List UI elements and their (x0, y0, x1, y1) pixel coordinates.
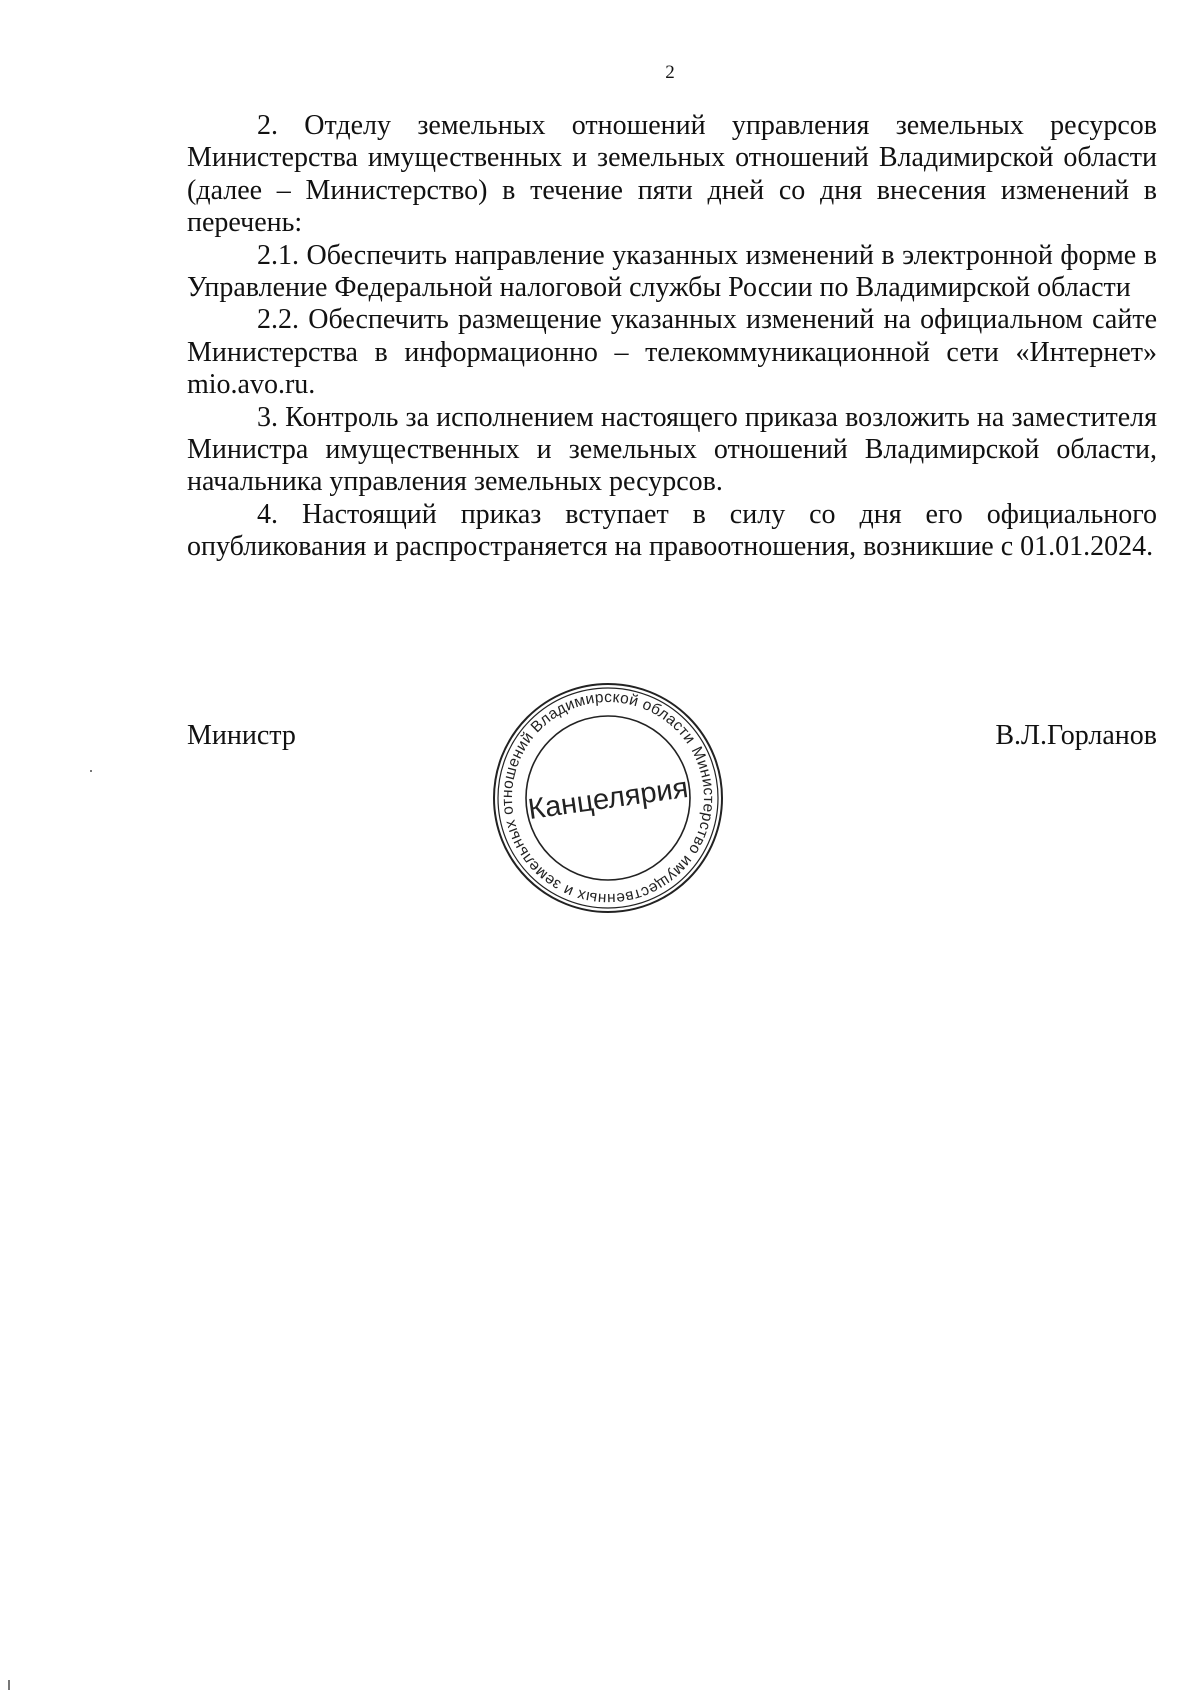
scan-edge-mark (8, 1680, 10, 1690)
paragraph-4: 4. Настоящий приказ вступает в силу со дня его официального опубликования и распространяется на правоотношения, возникшие с 01.01.2024. (187, 498, 1157, 563)
paragraph-2: 2. Отделу земельных отношений управления земельных ресурсов Министерства имущественных и земельных отношений Владимирской области (далее – Министерство) в течение пяти дней со дня внесения изменений в перечень: (187, 110, 1157, 239)
paragraph-2-2: 2.2. Обеспечить размещение указанных изменений на официальном сайте Министерства в информационно – телекоммуникационной сети «Интернет» mio.avo.ru. (187, 304, 1157, 401)
page-number: 2 (665, 62, 675, 83)
scan-speck (90, 770, 92, 772)
document-body (187, 110, 1157, 564)
stamp-center-text: Канцелярия (526, 771, 691, 827)
stamp-ring-text: Министерство имущественных и земельных отношений Владимирской области (498, 688, 718, 908)
paragraph-2-1: 2.1. Обеспечить направление указанных изменений в электронной форме в Управление Федеральной налоговой службы России по Владимирской области (187, 239, 1157, 304)
signatory-title: Министр (187, 720, 296, 751)
signatory-name: В.Л.Горланов (995, 720, 1157, 751)
office-stamp (488, 678, 728, 918)
paragraph-3: 3. Контроль за исполнением настоящего приказа возложить на заместителя Министра имущественных и земельных отношений Владимирской области, начальника управления земельных ресурсов. (187, 401, 1157, 498)
